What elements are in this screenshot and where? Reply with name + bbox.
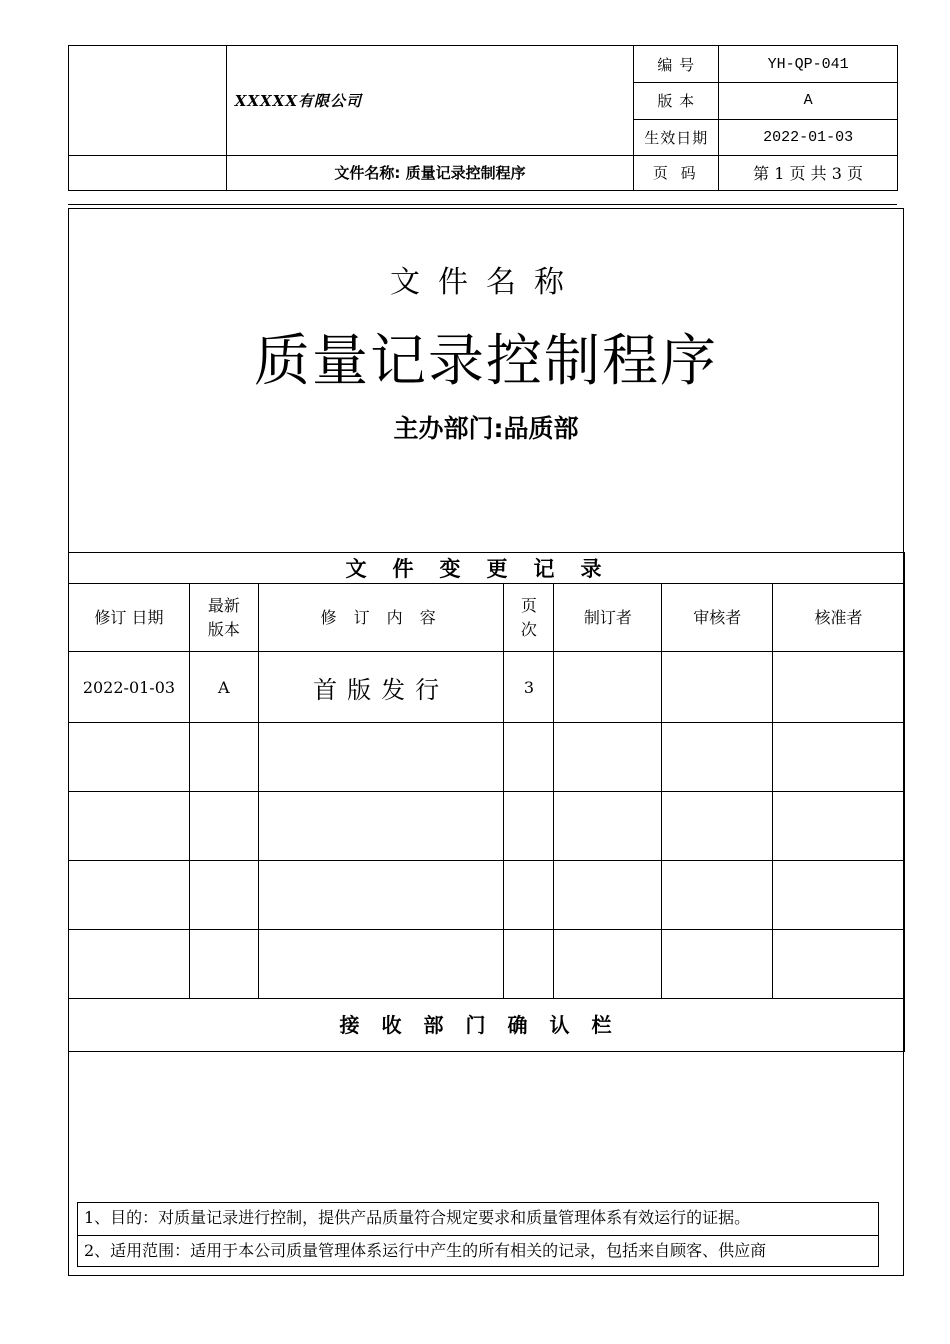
column-header: 审核者 (662, 584, 773, 652)
company-name: XXXXX有限公司 (226, 46, 634, 156)
column-header: 页 次 (504, 584, 554, 652)
notes-box (77, 1202, 879, 1267)
revision-content: 首版发行 (258, 652, 504, 723)
table-cell (554, 792, 662, 861)
table-cell (69, 792, 190, 861)
table-cell (504, 861, 554, 930)
version-value: A (719, 83, 898, 119)
table-cell (554, 861, 662, 930)
table-cell (504, 723, 554, 792)
column-header: 核准者 (773, 584, 905, 652)
receiving-confirmation-title: 接收部门确认栏 (68, 996, 905, 1052)
table-cell (773, 723, 905, 792)
table-cell (773, 930, 905, 999)
header-divider (68, 204, 897, 205)
code-value: YH-QP-041 (719, 46, 898, 83)
code-label: 编 号 (634, 46, 719, 83)
table-cell (189, 930, 258, 999)
table-cell (504, 792, 554, 861)
table-row (69, 792, 905, 861)
column-header: 最新 版本 (189, 584, 258, 652)
table-cell (554, 723, 662, 792)
cover-department: 主办部门:品质部 (393, 414, 579, 443)
table-cell (69, 861, 190, 930)
column-header: 修订 日期 (69, 584, 190, 652)
latest-version: A (189, 652, 258, 723)
table-cell (773, 792, 905, 861)
document-header (68, 45, 898, 191)
column-header: 制订者 (554, 584, 662, 652)
table-row (69, 652, 905, 723)
page-label: 页 码 (634, 155, 719, 190)
table-cell (773, 861, 905, 930)
table-cell (189, 861, 258, 930)
table-cell (554, 930, 662, 999)
table-cell (189, 723, 258, 792)
table-cell (69, 930, 190, 999)
cover-label: 文件名称 (390, 265, 582, 300)
table-row (69, 723, 905, 792)
table-cell (189, 792, 258, 861)
table-cell (69, 723, 190, 792)
effective-date-value: 2022-01-03 (719, 119, 898, 155)
table-cell (258, 792, 504, 861)
approver (773, 652, 905, 723)
revision-date: 2022-01-03 (69, 652, 190, 723)
table-row (69, 930, 905, 999)
table-cell (662, 723, 773, 792)
document-name: 文件名称: 质量记录控制程序 (226, 155, 634, 190)
effective-date-label: 生效日期 (634, 119, 719, 155)
change-record-table (68, 552, 905, 999)
cover-title: 质量记录控制程序 (254, 329, 718, 394)
table-cell (662, 861, 773, 930)
table-cell (258, 723, 504, 792)
logo-cell-bottom (69, 155, 227, 190)
table-cell (662, 792, 773, 861)
table-cell (662, 930, 773, 999)
reviewer (662, 652, 773, 723)
logo-cell (69, 46, 227, 156)
column-header: 修 订 内 容 (258, 584, 504, 652)
table-cell (504, 930, 554, 999)
version-label: 版 本 (634, 83, 719, 119)
drafter (554, 652, 662, 723)
change-record-title: 文件变更记录 (69, 553, 905, 584)
note-purpose: 1、目的：对质量记录进行控制，提供产品质量符合规定要求和质量管理体系有效运行的证据。 (84, 1208, 751, 1227)
page-value: 第 1 页 共 3 页 (719, 155, 898, 190)
table-row (69, 861, 905, 930)
page-count: 3 (504, 652, 554, 723)
table-cell (258, 861, 504, 930)
note-scope: 2、适用范围：适用于本公司质量管理体系运行中产生的所有相关的记录，包括来自顾客、供应商 (78, 1235, 878, 1267)
table-cell (258, 930, 504, 999)
